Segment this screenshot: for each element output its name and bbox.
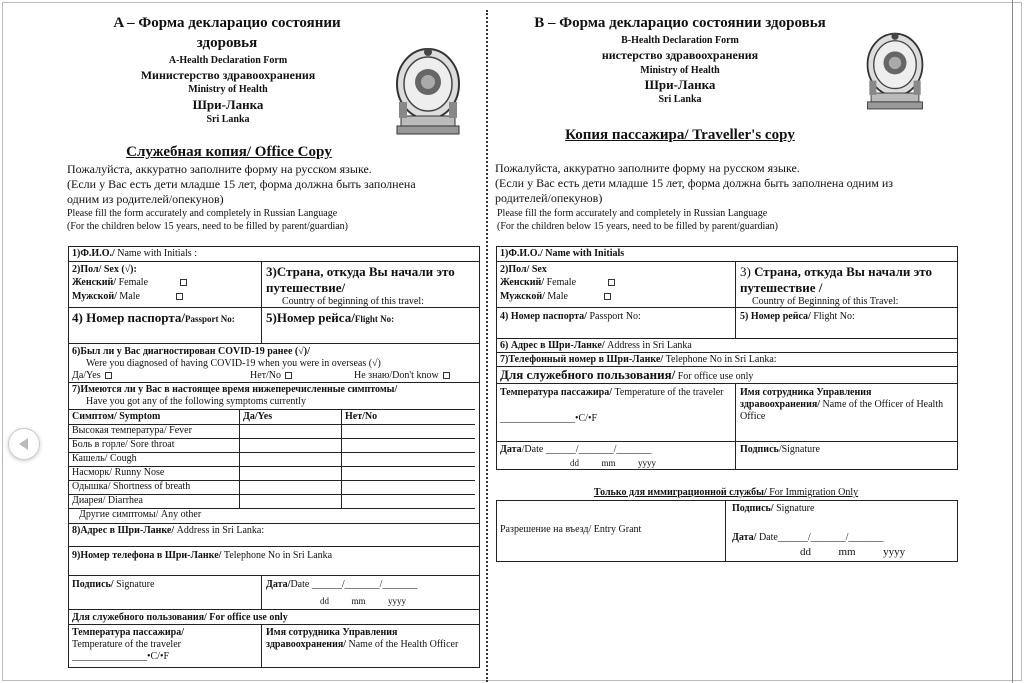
form-a-phone-field[interactable]: 9)Номер телефона в Шри-Ланке/ Telephone No in Sri Lanka bbox=[72, 550, 333, 561]
form-a-instruction-3: одним из родителей/опекунов) bbox=[67, 192, 224, 206]
form-a-passport-field[interactable]: 4) Номер паспорта/Passport No: bbox=[72, 310, 235, 325]
form-b-country-en: Sri Lanka bbox=[658, 94, 702, 105]
table-row[interactable]: Одышка/ Shortness of breath bbox=[69, 480, 475, 495]
form-a-instruction-5: (For the children below 15 years, need to be filled by parent/guardian) bbox=[67, 221, 349, 232]
form-b-passport-field[interactable]: 4) Номер паспорта/ Passport No: bbox=[500, 311, 641, 322]
form-a-date-field[interactable]: Дата/Date ______/_______/_______ bbox=[266, 579, 418, 590]
form-b-date-format: dd mm yyyy bbox=[570, 458, 657, 468]
sri-lanka-emblem-icon bbox=[393, 44, 463, 136]
form-b-title: B – Форма декларацио состоянии здоровья bbox=[534, 15, 826, 31]
form-a-sex-male[interactable]: Мужской/ Male bbox=[69, 290, 186, 304]
form-b-ministry-en: Ministry of Health bbox=[640, 65, 720, 76]
sri-lanka-emblem-icon bbox=[864, 24, 926, 116]
form-a-address-field[interactable]: 8)Адрес в Шри-Ланке/ Address in Sri Lanka: bbox=[72, 525, 265, 536]
form-b-instruction-4: Please fill the form accurately and completely in Russian Language bbox=[497, 208, 768, 219]
form-a-covid-yes[interactable]: Да/Yes bbox=[69, 369, 115, 383]
form-b-entry-grant[interactable]: Разрешение на въезд/ Entry Grant bbox=[500, 524, 642, 535]
form-a-covid-question-en: Were you diagnosed of having COVID-19 when you were in overseas (√) bbox=[86, 358, 381, 369]
table-row[interactable]: Диарея/ Diarrhea bbox=[69, 494, 475, 509]
page-edge bbox=[1012, 0, 1013, 683]
form-b-name-field[interactable]: 1)Ф.И.О./ Name with Initials bbox=[500, 248, 625, 259]
form-a-country-ru: Шри-Ланка bbox=[192, 97, 264, 112]
form-a-symptoms-question-en: Have you got any of the following symptoms currently bbox=[86, 396, 306, 407]
form-b-ministry-ru: нистерство здравоохранения bbox=[601, 48, 759, 62]
form-b-immigration-table bbox=[496, 500, 958, 562]
table-row[interactable]: Боль в горле/ Sore throat bbox=[69, 438, 475, 453]
form-b-instruction-2: (Если у Вас есть дети младше 15 лет, форма должна быть заполнена одним из bbox=[495, 176, 894, 190]
form-b-temp-field[interactable]: _______________•C/•F bbox=[500, 413, 598, 424]
form-b-officer-field[interactable]: Имя сотрудника Управления здравоохранения/ Name of the Officer of Health Office bbox=[740, 387, 944, 422]
form-b-office-label: Для служебного пользования/ For office use only bbox=[500, 367, 754, 382]
form-a-title-line2: здоровья bbox=[196, 35, 258, 51]
form-a-sex-label: 2)Пол/ Sex (√): bbox=[72, 264, 137, 275]
form-b-country-ru: Шри-Ланка bbox=[644, 77, 716, 92]
form-a-country-en: Sri Lanka bbox=[206, 114, 250, 125]
form-b-sex-label: 2)Пол/ Sex bbox=[500, 264, 547, 275]
form-b-signature-field[interactable]: Подпись/Signature bbox=[740, 444, 820, 455]
chevron-left-icon bbox=[19, 438, 28, 450]
form-a-instruction-4: Please fill the form accurately and completely in Russian Language bbox=[67, 208, 338, 219]
form-b-temp-label: Температура пассажира/ Temperature of the traveler bbox=[500, 387, 724, 398]
form-b-flight-field[interactable]: 5) Номер рейса/ Flight No: bbox=[740, 311, 855, 322]
form-a-name-field[interactable]: 1)Ф.И.О./ Name with Initials : bbox=[72, 248, 197, 259]
form-a-signature-field[interactable]: Подпись/ Signature bbox=[72, 579, 155, 590]
form-a-country-field[interactable]: Country of beginning of this travel: bbox=[282, 296, 424, 307]
table-row[interactable]: Высокая температура/ Fever bbox=[69, 424, 475, 439]
form-a-temp-en: Temperature of the traveler bbox=[72, 639, 181, 650]
form-a-sex-female[interactable]: Женский/ Female bbox=[69, 276, 190, 290]
form-a-covid-label: 6)Был ли у Вас диагностирован COVID-19 ранее (√)/ bbox=[72, 346, 310, 357]
table-row[interactable]: Кашель/ Cough bbox=[69, 452, 475, 467]
form-b-title-en: B-Health Declaration Form bbox=[621, 35, 739, 46]
form-b-immigration-label: Только для иммиграционной службы/ For Immigration Only bbox=[593, 487, 859, 498]
form-b-instruction-3: родителей/опекунов) bbox=[495, 191, 603, 205]
form-b-instruction-5: (For the children below 15 years, need to be filled by parent/guardian) bbox=[497, 221, 779, 232]
form-a-instruction-2: (Если у Вас есть дети младше 15 лет, форма должна быть заполнена bbox=[67, 177, 416, 191]
form-a-date-format: dd mm yyyy bbox=[320, 596, 407, 606]
previous-page-button[interactable] bbox=[8, 428, 40, 460]
form-b-date-field[interactable]: Дата/Date ______/_______/_______ bbox=[500, 444, 652, 455]
cut-line bbox=[486, 10, 488, 682]
form-a-title-en: A-Health Declaration Form bbox=[168, 55, 288, 66]
form-b-immig-signature[interactable]: Подпись/ Signature bbox=[732, 503, 815, 514]
form-b-sex-female[interactable]: Женский/ Female bbox=[497, 276, 618, 290]
form-b-immig-date[interactable]: Дата/ Date______/_______/_______ bbox=[732, 532, 884, 543]
form-b-sex-male[interactable]: Мужской/ Male bbox=[497, 290, 614, 304]
table-row[interactable]: Другие симптомы/ Any other bbox=[79, 509, 202, 520]
form-b-copy-title: Копия пассажира/ Traveller's copy bbox=[565, 127, 795, 143]
form-a-ministry-en: Ministry of Health bbox=[188, 84, 268, 95]
form-b-phone-field[interactable]: 7)Телефонный номер в Шри-Ланке/ Telephone No in Sri Lanka: bbox=[500, 354, 777, 365]
form-a-copy-title: Служебная копия/ Office Copy bbox=[126, 144, 332, 160]
male-checkbox[interactable] bbox=[176, 293, 183, 300]
form-a-flight-field[interactable]: 5)Номер рейса/Flight No: bbox=[266, 310, 395, 325]
form-a-temp-field[interactable]: _______________•C/•F bbox=[72, 651, 170, 662]
form-b-table bbox=[496, 246, 958, 470]
form-b-immig-date-format: dd mm yyyy bbox=[800, 546, 906, 558]
form-a-table bbox=[68, 246, 480, 668]
form-a-covid-dont-know[interactable]: Не знаю/Don't know bbox=[351, 369, 453, 383]
form-a-symptoms-label: 7)Имеются ли у Вас в настоящее время нижеперечисленные симптомы/ bbox=[72, 384, 398, 395]
form-b-address-field[interactable]: 6) Адрес в Шри-Ланке/ Address in Sri Lanka bbox=[500, 340, 692, 351]
form-a-officer-field[interactable]: Имя сотрудника Управления здравоохранения/ Name of the Health Officer bbox=[266, 627, 459, 650]
female-checkbox[interactable] bbox=[180, 279, 187, 286]
table-row[interactable]: Насморк/ Runny Nose bbox=[69, 466, 475, 481]
symptom-header-row: Симптом/ Symptom Да/Yes Нет/No bbox=[69, 409, 475, 425]
form-b-country-field[interactable]: Country of Beginning of this Travel: bbox=[752, 296, 899, 307]
form-a-country-label: 3)Страна, откуда Вы начали это путешествие/ bbox=[266, 264, 455, 295]
form-b-instruction-1: Пожалуйста, аккуратно заполните форму на русском языке. bbox=[495, 161, 800, 175]
form-a-covid-no[interactable]: Нет/No bbox=[247, 369, 295, 383]
form-b-country-label: 3) Страна, откуда Вы начали это путешествие / bbox=[740, 264, 932, 295]
form-a-office-label: Для служебного пользования/ For office use only bbox=[72, 612, 288, 623]
form-a-ministry-ru: Министерство здравоохранения bbox=[140, 68, 316, 82]
form-a-title-line1: A – Форма декларацио состоянии bbox=[113, 15, 341, 31]
form-a-temp-label: Температура пассажира/ bbox=[72, 627, 184, 638]
form-a-instruction-1: Пожалуйста, аккуратно заполните форму на русском языке. bbox=[67, 162, 372, 176]
